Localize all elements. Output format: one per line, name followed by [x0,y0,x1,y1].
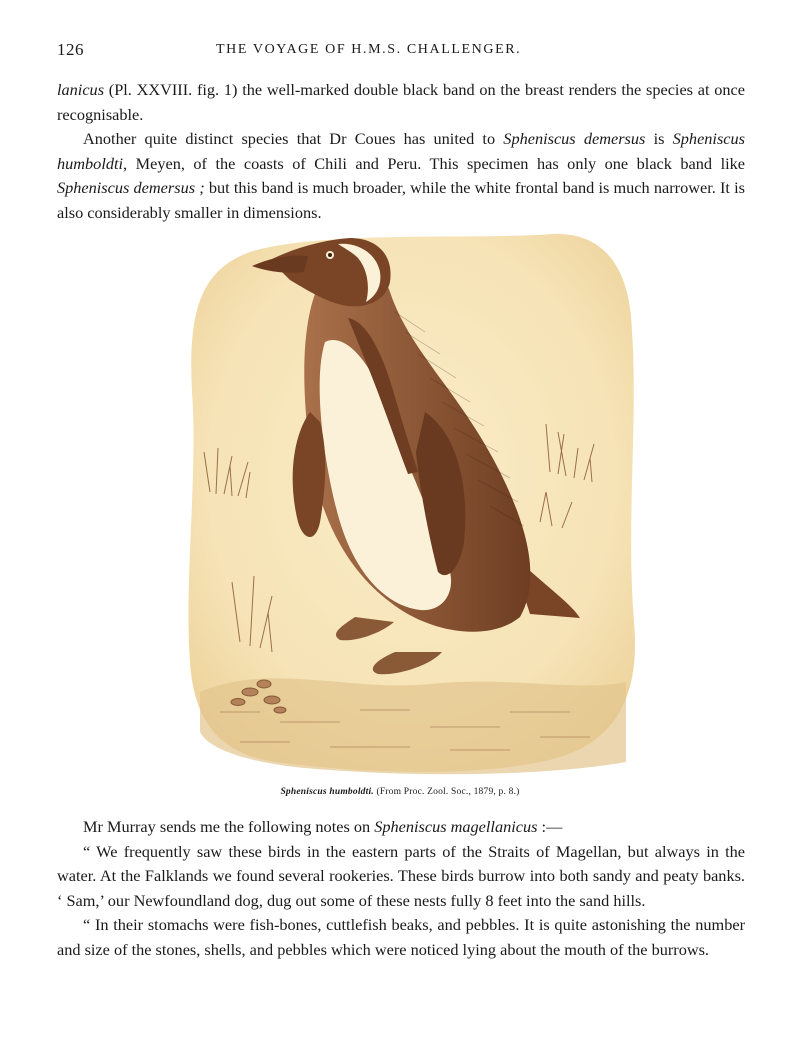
ground [200,678,626,774]
text-run: Mr Murray sends me the following notes on [83,817,375,836]
species-name: Spheniscus magellanicus [374,817,538,836]
running-head [0,40,800,64]
paragraph-2 [57,127,745,225]
running-title: THE VOYAGE OF H.M.S. CHALLENGER. [216,42,522,57]
text-run: :— [537,817,563,836]
paragraph-1 [57,78,745,127]
species-name: Spheniscus demersus ; [57,178,205,197]
page-number: 126 [57,40,84,59]
bottom-text-block [57,815,745,962]
caption-species: Spheniscus humboldti. [280,787,374,797]
caption-source: (From Proc. Zool. Soc., 1879, p. 8.) [373,787,520,797]
species-name: Spheniscus demersus [503,129,646,148]
penguin-illustration [180,222,642,782]
paragraph-3 [57,815,745,840]
paragraph-5: “ In their stomachs were fish-bones, cuttlefish beaks, and pebbles. It is quite astonishing the number and size of the stones, shells, and pebbles which were noticed lying about the mouth of the burrows. [57,915,745,959]
top-text-block [57,78,745,225]
text-run: (Pl. XXVIII. fig. 1) the well-marked double black band on the breast renders the species at once recognisable. [57,80,745,124]
species-name: Spheniscus humboldti [57,129,745,173]
text-run: , Meyen, of the coasts of Chili and Peru. This specimen has only one black band like [123,153,745,173]
species-name: lanicus [57,80,105,99]
text-run: Another quite distinct species that Dr Coues has united to [83,129,504,148]
text-run: but this band is much broader, while the white frontal band is much narrower. It is also considerably smaller in dimensions. [57,178,745,222]
text-run: is [645,129,673,148]
paragraph-4: “ We frequently saw these birds in the eastern parts of the Straits of Magellan, but always in the water. At the Falklands we found several rookeries. These birds burrow into both sandy and peaty banks. ‘ Sam,’ our Newfoundland dog, dug out some of these nests fully 8 feet into the sand hills. [57,841,745,910]
figure-caption [0,787,800,797]
